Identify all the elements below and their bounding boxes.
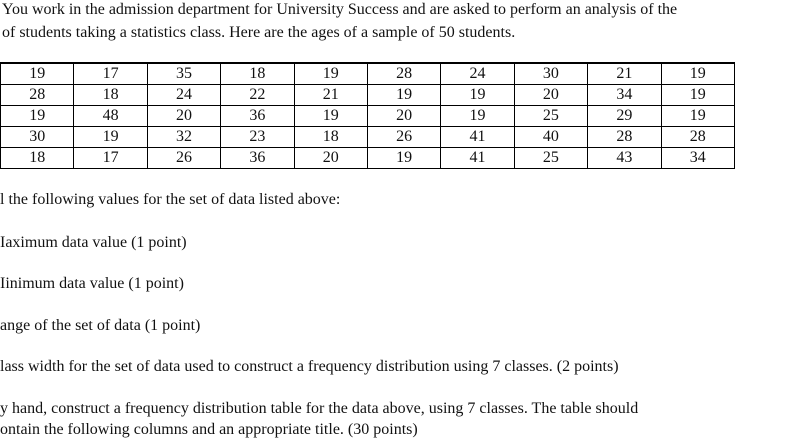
table-cell: 28: [661, 127, 734, 148]
table-cell: 24: [147, 85, 220, 106]
table-cell: 19: [661, 63, 734, 85]
table-cell: 18: [294, 127, 367, 148]
instruction-text: l the following values for the set of data listed above:: [0, 191, 341, 208]
table-cell: 23: [221, 127, 294, 148]
table-row: [1, 106, 735, 127]
table-cell: 19: [367, 148, 440, 169]
table-cell: 28: [1, 85, 74, 106]
table-cell: 17: [74, 148, 147, 169]
table-cell: 34: [661, 148, 734, 169]
table-row: [1, 85, 735, 106]
table-row: [1, 127, 735, 148]
table-cell: 41: [441, 148, 514, 169]
table-cell: 20: [147, 106, 220, 127]
table-cell: 35: [147, 63, 220, 85]
table-cell: 24: [441, 63, 514, 85]
table-cell: 20: [367, 106, 440, 127]
table-cell: 19: [441, 106, 514, 127]
table-cell: 30: [514, 63, 587, 85]
table-cell: 18: [74, 85, 147, 106]
table-cell: 28: [588, 127, 661, 148]
table-cell: 29: [588, 106, 661, 127]
table-cell: 28: [367, 63, 440, 85]
table-row: [1, 148, 735, 169]
table-cell: 48: [74, 106, 147, 127]
table-cell: 36: [221, 106, 294, 127]
question-minimum: Iinimum data value (1 point): [0, 275, 184, 292]
table-cell: 30: [1, 127, 74, 148]
table-cell: 22: [221, 85, 294, 106]
table-cell: 26: [367, 127, 440, 148]
table-cell: 41: [441, 127, 514, 148]
table-cell: 25: [514, 148, 587, 169]
question-class-width: lass width for the set of data used to construct a frequency distribution using 7 classes. (2 points): [0, 358, 619, 375]
intro-line-2: of students taking a statistics class. Here are the ages of a sample of 50 students.: [2, 24, 516, 41]
table-cell: 20: [514, 85, 587, 106]
table-cell: 26: [147, 148, 220, 169]
question-frequency-table-line-1: y hand, construct a frequency distribution table for the data above, using 7 classes. The table should: [0, 400, 639, 417]
question-range: ange of the set of data (1 point): [0, 317, 201, 334]
table-cell: 20: [294, 148, 367, 169]
table-cell: 19: [1, 63, 74, 85]
table-cell: 32: [147, 127, 220, 148]
table-cell: 19: [367, 85, 440, 106]
table-cell: 19: [74, 127, 147, 148]
table-cell: 34: [588, 85, 661, 106]
table-cell: 18: [221, 63, 294, 85]
table-cell: 19: [441, 85, 514, 106]
table-cell: 19: [661, 85, 734, 106]
ages-table: [0, 62, 735, 169]
table-cell: 21: [294, 85, 367, 106]
table-cell: 19: [661, 106, 734, 127]
question-frequency-table-line-2: ontain the following columns and an appropriate title. (30 points): [0, 421, 418, 438]
question-maximum: Iaximum data value (1 point): [0, 234, 187, 251]
table-cell: 19: [1, 106, 74, 127]
table-cell: 19: [294, 63, 367, 85]
intro-line-1: You work in the admission department for University Success and are asked to perform an analysis of the: [2, 1, 678, 18]
table-cell: 21: [588, 63, 661, 85]
table-cell: 18: [1, 148, 74, 169]
table-cell: 19: [294, 106, 367, 127]
table-cell: 17: [74, 63, 147, 85]
table-cell: 43: [588, 148, 661, 169]
table-row: [1, 63, 735, 85]
table-cell: 25: [514, 106, 587, 127]
table-cell: 36: [221, 148, 294, 169]
ages-table-body: [1, 63, 735, 169]
table-cell: 40: [514, 127, 587, 148]
